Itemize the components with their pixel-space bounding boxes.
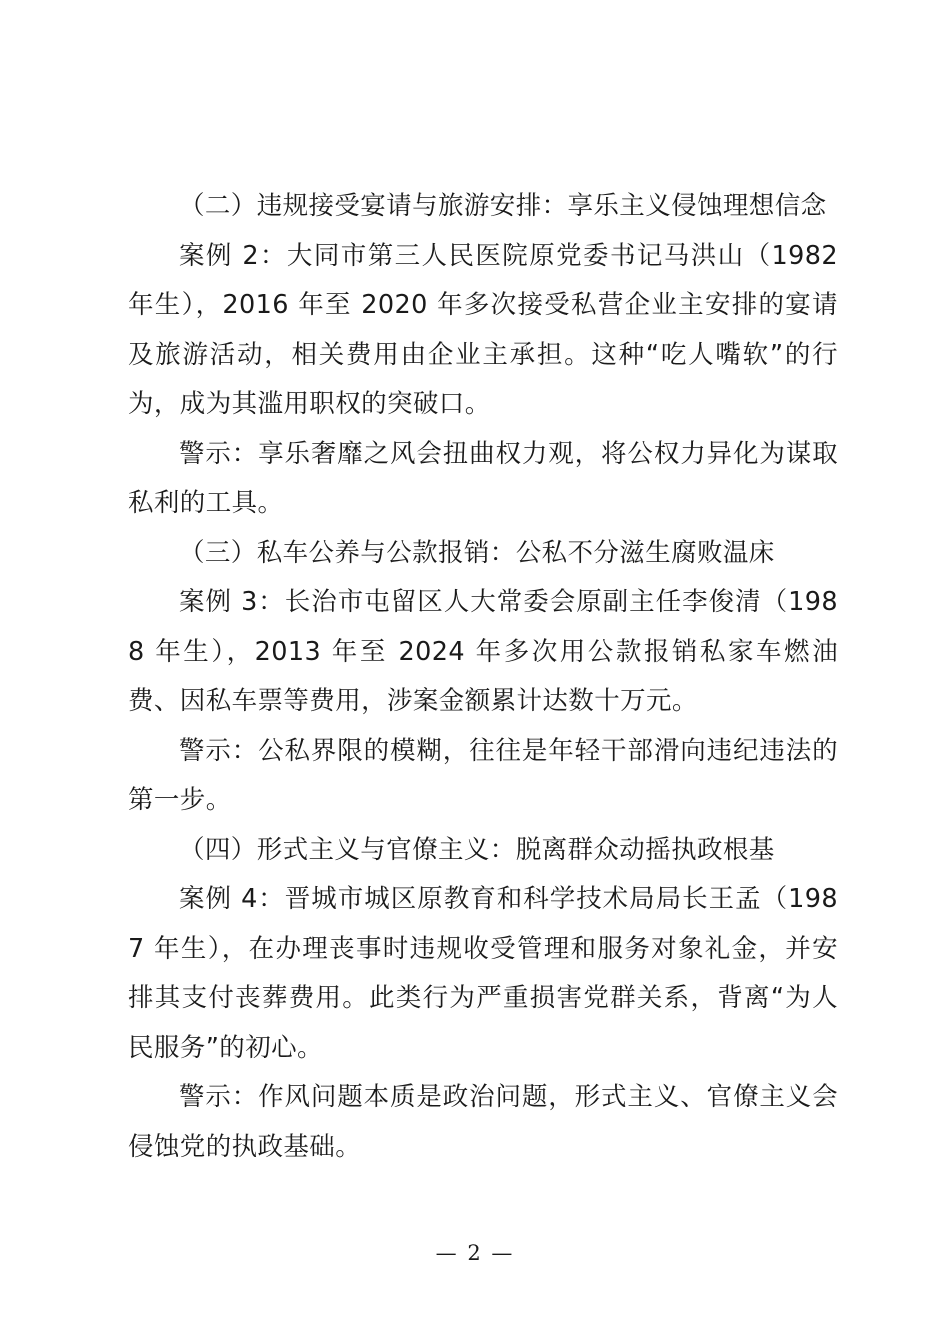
case-2-paragraph: 案例 2：大同市第三人民医院原党委书记马洪山（1982 年生），2016 年至 2020 年多次接受私营企业主安排的宴请及旅游活动，相关费用由企业主承担。这种“吃人嘴软”的行为，成为其滥用职权的突破口。 — [128, 240, 838, 419]
section-heading-4: （四）形式主义与官僚主义：脱离群众动摇执政根基 — [179, 834, 775, 865]
warning-3-paragraph: 警示：公私界限的模糊，往往是年轻干部滑向违纪违法的第一步。 — [128, 735, 838, 815]
case-4-paragraph: 案例 4：晋城市城区原教育和科学技术局局长王孟（1987 年生），在办理丧事时违规收受管理和服务对象礼金，并安排其支付丧葬费用。此类行为严重损害党群关系，背离“为人民服务”的初心。 — [128, 884, 838, 1063]
case-3-paragraph: 案例 3：长治市屯留区人大常委会原副主任李俊清（1988 年生），2013 年至 2024 年多次用公款报销私家车燃油费、因私车票等费用，涉案金额累计达数十万元。 — [128, 587, 838, 716]
warning-2-paragraph: 警示：享乐奢靡之风会扭曲权力观，将公权力异化为谋取私利的工具。 — [128, 438, 838, 518]
document-body — [128, 182, 838, 1172]
section-heading-3: （三）私车公养与公款报销：公私不分滋生腐败温床 — [179, 537, 775, 568]
page-number: — 2 — — [435, 1241, 515, 1265]
warning-4-paragraph: 警示：作风问题本质是政治问题，形式主义、官僚主义会侵蚀党的执政基础。 — [128, 1082, 838, 1162]
section-heading-2: （二）违规接受宴请与旅游安排：享乐主义侵蚀理想信念 — [179, 191, 827, 221]
